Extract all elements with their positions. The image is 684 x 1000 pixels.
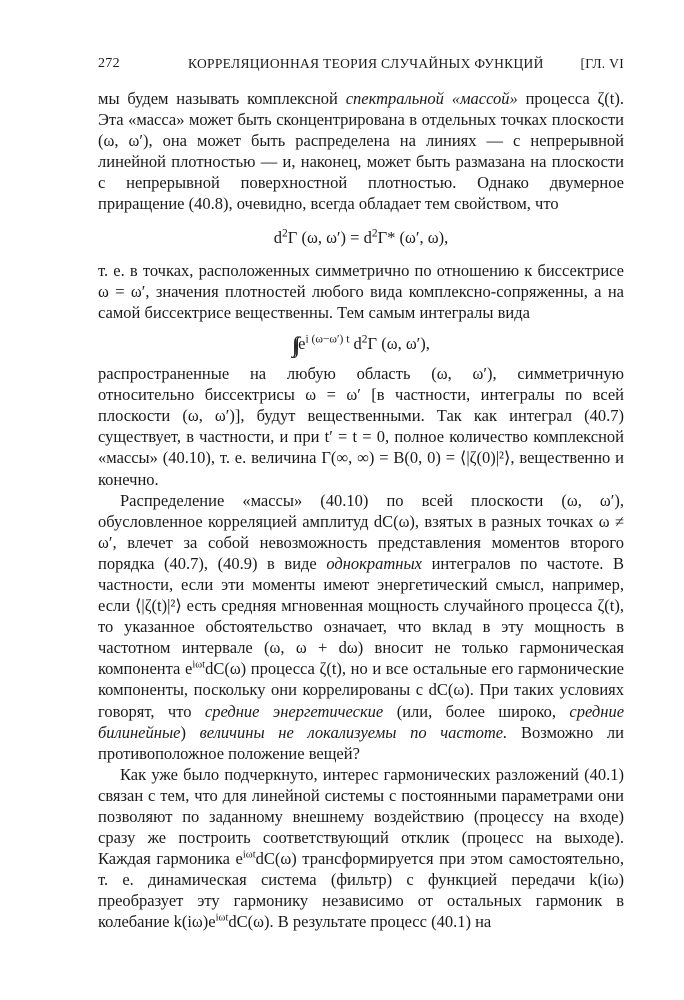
p1-emphasis: спектральной «массой»	[345, 89, 518, 108]
formula-symmetry: $d^2\Gamma$ (ω, $\omega') = d^2\Gamma*$ (ω′, ω),	[273, 227, 449, 247]
paragraph-2: т. е. в точках, расположенных симметрично по отношению к биссектрисе ω = ω′, значения плотностей любого вида комплексно-сопряженны, а на самой биссектрисе вещественны. Тем самым интегралы вида	[98, 260, 624, 322]
running-header	[98, 56, 624, 78]
p1-text-b: процесса ζ(t). Эта «масса» может быть сконцентрирована в отдельных точках плоскости (ω, ω′), она может быть распределена на линиях — с непрерывной линейной плотностью — и, наконец, может быть размазана на плоскости с непрерывной поверхностной плотностью. Однако двумерное приращение (40.8), очевидно, всегда обладает тем свойством, что	[98, 89, 624, 214]
paragraph-3: распространенные на любую область (ω, ω′), симметричную относительно биссектрисы ω = ω′ [в частности, интегралы по всей плоскости (ω, ω′)], будут вещественными. Так как интеграл (40.7) существует, в частности, и при t′ = t = 0, полное количество комплексной «массы» (40.10), т. е. величина Γ(∞, ∞) = B(0, 0) = ⟨|ζ(0)|²⟩, вещественно и конечно.	[98, 364, 624, 489]
formula-double-integral: ∫∫ $e^{i (\omega-\omega') t}$ $d^2\Gamma$ (ω, ω′),	[292, 331, 430, 357]
p1-text-a: мы будем называть комплексной	[98, 89, 346, 108]
paragraph-1	[98, 88, 624, 215]
chapter-label: [ГЛ. VI	[580, 56, 624, 71]
page-number: 272	[98, 56, 120, 71]
double-integral-sign: ∫∫	[292, 331, 297, 357]
page-body	[98, 88, 624, 933]
running-title: КОРРЕЛЯЦИОННАЯ ТЕОРИЯ СЛУЧАЙНЫХ ФУНКЦИЙ	[188, 56, 544, 71]
paragraph-4: Распределение «массы» (40.10) по всей плоскости (ω, ω′), обусловленное корреляцией амплитуд dC(ω), взятых в разных точках ω ≠ ω′, влечет за собой невозможность представления моментов второго порядка (40.7), (40.9) в виде однократных интегралов по частоте. В частности, если эти моменты имеют энергетический смысл, например, если ⟨|ζ(t)|²⟩ есть средняя мгновенная мощность случайного процесса ζ(t), то указанное обстоятельство означает, что вклад в эту мощность в частотном интервале (ω, ω + dω) вносит не только гармоническая компонента $e^{i\omega t}dC(\omega)$ процесса ζ(t), но и все остальные его гармонические компоненты, поскольку они коррелированы с dC(ω). При таких условиях говорят, что средние энергетические (или, более широко, средние билинейные) величины не локализуемы по частоте. Возможно ли противоположное положение вещей?	[98, 490, 625, 763]
paragraph-5: Как уже было подчеркнуто, интерес гармонических разложений (40.1) связан с тем, что для линейной системы с постоянными параметрами они позволяют по заданному внешнему воздействию (процессу на входе) сразу же построить соответствующий отклик (процесс на выходе). Каждая гармоника $e^{i\omega t}dC(\omega)$ трансформируется при этом самостоятельно, т. е. динамическая система (фильтр) с функцией передачи k(iω) преобразует эту гармонику независимо от остальных гармоник в колебание $k(i\omega)e^{i\omega t}dC(\omega)$. В результате процесс (40.1) на	[98, 764, 624, 932]
